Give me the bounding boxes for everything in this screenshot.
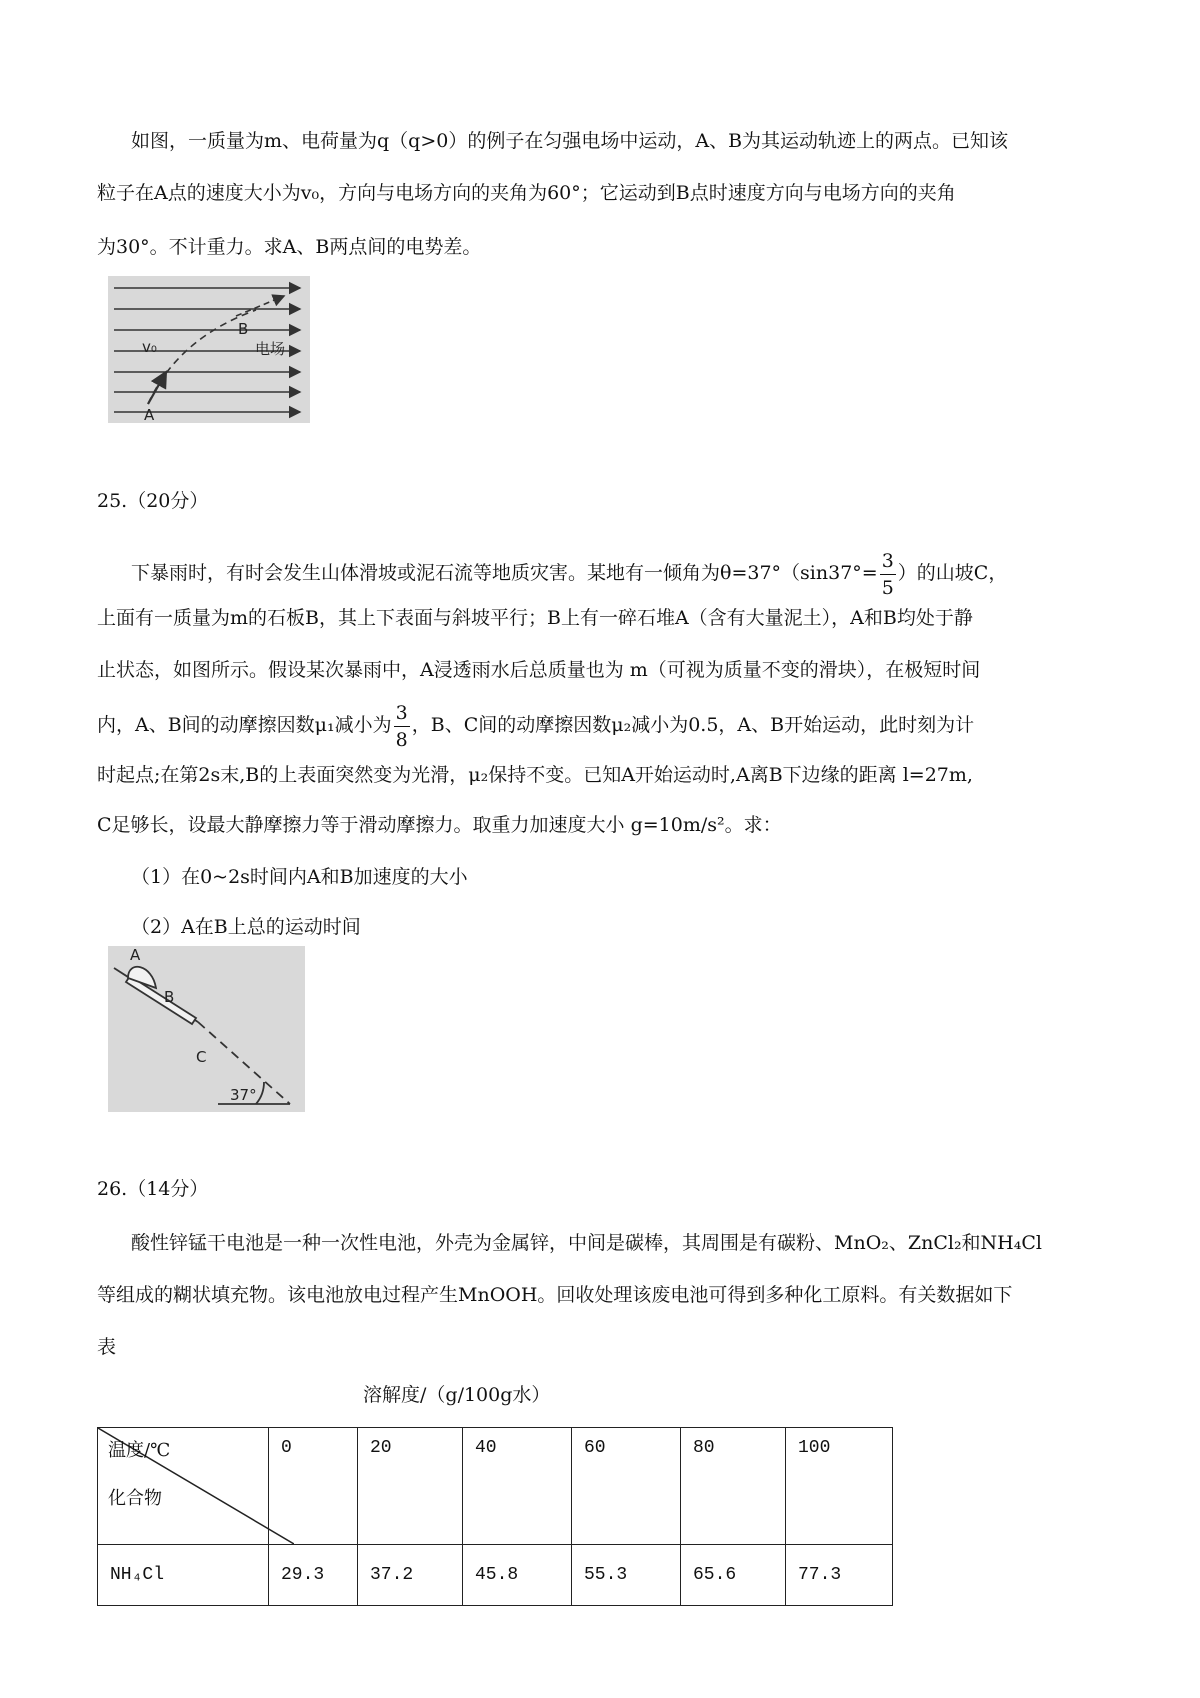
corner-bottom-label: 化合物: [108, 1488, 162, 1509]
q26-line-1: 酸性锌锰干电池是一种一次性电池，外壳为金属锌，中间是碳棒，其周围是有碳粉、MnO₂、ZnCl₂和NH₄Cl: [131, 1232, 1042, 1254]
q25-line-6: C足够长，设最大静摩擦力等于滑动摩擦力。取重力加速度大小 g=10m/s²。求：: [97, 814, 782, 836]
q25-sub-1: （1）在0~2s时间内A和B加速度的大小: [131, 866, 468, 888]
label-v0: v₀: [142, 338, 157, 356]
label-a: A: [144, 406, 155, 423]
fraction-3-8: [394, 700, 410, 753]
angle-arc: [256, 1082, 264, 1104]
q26-line-3: 表: [97, 1336, 117, 1358]
solubility-cell: 37.2: [358, 1545, 463, 1606]
q24-line-2: 粒子在A点的速度大小为v₀，方向与电场方向的夹角为60°；它运动到B点时速度方向与电场方向的夹角: [97, 182, 956, 204]
q24-line-3: 为30°。不计重力。求A、B两点间的电势差。: [97, 236, 482, 258]
temp-header-cell: 0: [269, 1428, 358, 1545]
label-field: 电场: [255, 340, 286, 358]
q25-line-2: 上面有一质量为m的石板B，其上下表面与斜坡平行；B上有一碎石堆A（含有大量泥土），A和B均处于静: [97, 607, 973, 629]
q25-line-4-pre: 内，A、B间的动摩擦因数μ₁减小为: [97, 714, 392, 736]
q25-line-1-post: ）的山坡C，: [897, 562, 1008, 584]
q25-line-1: [131, 543, 1007, 603]
slope-figure: [108, 946, 305, 1112]
label-b: B: [238, 320, 249, 338]
b-velocity-arrow: [236, 296, 284, 316]
table-row: [98, 1545, 893, 1606]
q25-line-4-post: ，B、C间的动摩擦因数μ₂减小为0.5，A、B开始运动，此时刻为计: [411, 714, 975, 736]
table-caption: 溶解度/（g/100g水）: [363, 1384, 551, 1406]
plank-b: [126, 976, 196, 1024]
fraction-denominator: 5: [881, 576, 894, 599]
q25-line-5: 时起点;在第2s末,B的上表面突然变为光滑，μ₂保持不变。已知A开始运动时,A离B下边缘的距离 l=27m,: [97, 764, 973, 786]
corner-top-label: 温度/℃: [108, 1440, 171, 1461]
q25-line-1-pre: 下暴雨时，有时会发生山体滑坡或泥石流等地质灾害。某地有一倾角为θ=37°（sin37°=: [131, 562, 878, 584]
q26-line-2: 等组成的糊状填充物。该电池放电过程产生MnOOH。回收处理该废电池可得到多种化工原料。有关数据如下: [97, 1284, 1013, 1306]
solubility-cell: 65.6: [681, 1545, 786, 1606]
compound-name-cell: NH₄Cl: [98, 1545, 269, 1606]
q24-line-1: 如图，一质量为m、电荷量为q（q>0）的例子在匀强电场中运动，A、B为其运动轨迹上的两点。已知该: [131, 130, 1009, 152]
table-header-row: [98, 1428, 893, 1545]
fraction-numerator: 3: [880, 548, 896, 575]
temp-header-cell: 100: [786, 1428, 893, 1545]
solubility-cell: 29.3: [269, 1545, 358, 1606]
fraction-3-5: [880, 548, 896, 601]
label-b: B: [164, 988, 175, 1006]
temp-header-cell: 20: [358, 1428, 463, 1545]
solubility-cell: 55.3: [572, 1545, 681, 1606]
label-c: C: [196, 1048, 207, 1066]
v0-arrow: [148, 372, 166, 404]
q26-heading: 26.（14分）: [97, 1178, 209, 1200]
electric-field-figure: [108, 276, 310, 423]
label-a: A: [130, 946, 141, 964]
q25-line-3: 止状态，如图所示。假设某次暴雨中，A浸透雨水后总质量也为 m（可视为质量不变的滑块），在极短时间: [97, 659, 981, 681]
fraction-denominator: 8: [395, 728, 408, 751]
fraction-numerator: 3: [394, 700, 410, 727]
temp-header-cell: 40: [463, 1428, 572, 1545]
solubility-table: [97, 1427, 893, 1606]
table-corner-cell: [98, 1428, 269, 1545]
temp-header-cell: 80: [681, 1428, 786, 1545]
temp-header-cell: 60: [572, 1428, 681, 1545]
q25-sub-2: （2）A在B上总的运动时间: [131, 916, 361, 938]
solubility-cell: 77.3: [786, 1545, 893, 1606]
label-angle: 37°: [230, 1086, 257, 1104]
solubility-cell: 45.8: [463, 1545, 572, 1606]
q25-line-4: [97, 695, 974, 755]
q25-heading: 25.（20分）: [97, 490, 209, 512]
